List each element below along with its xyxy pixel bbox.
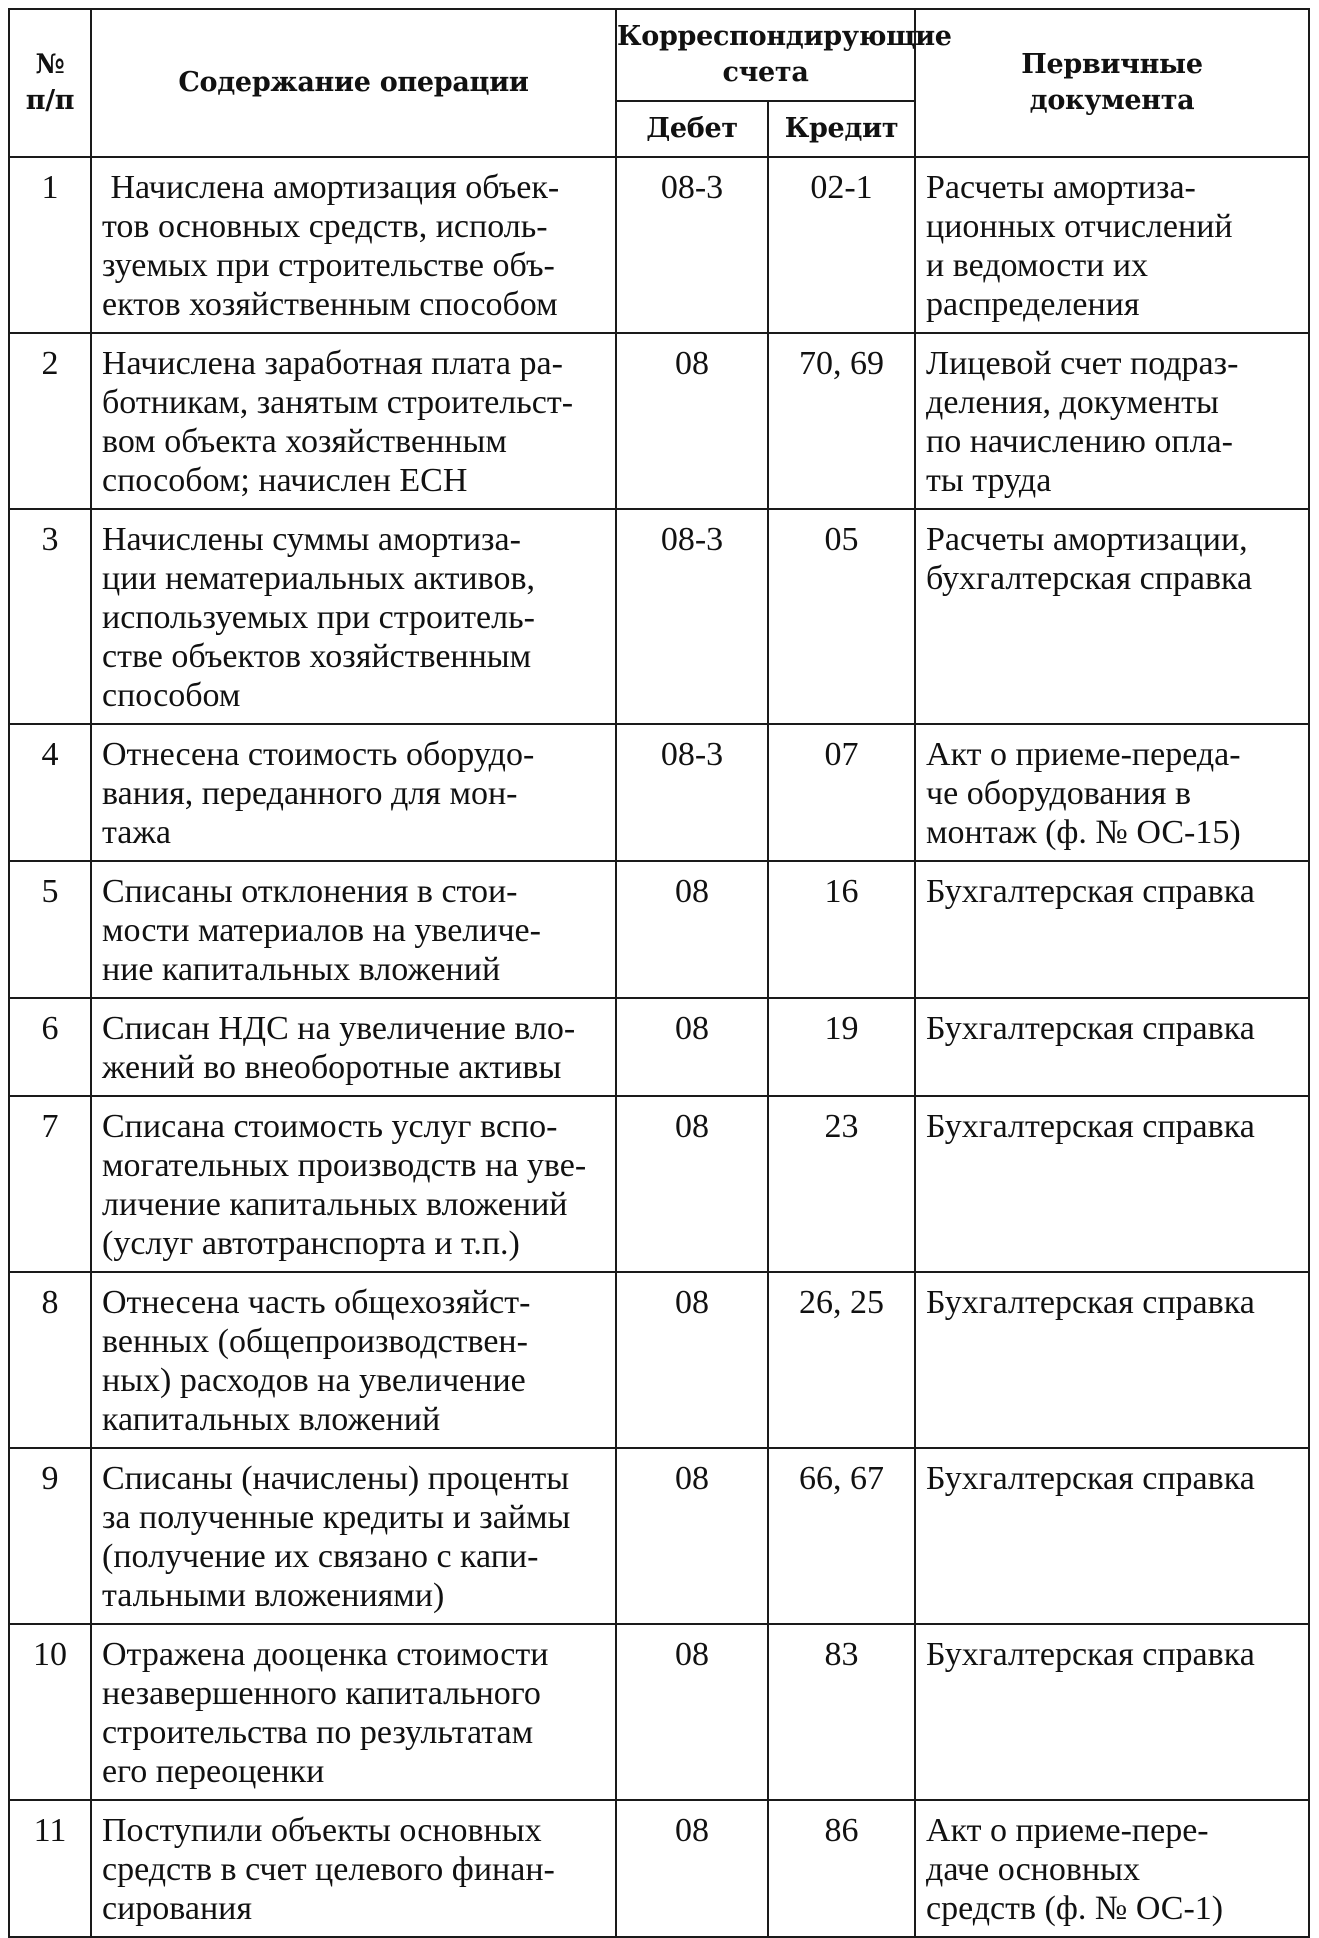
row-credit: 16 (768, 861, 915, 998)
row-debit: 08-3 (616, 157, 768, 333)
row-operation: Отнесена стоимость оборудо- вания, переданного для мон- тажа (91, 724, 616, 861)
row-number: 8 (9, 1272, 91, 1448)
table-header (9, 9, 1309, 157)
table-row (9, 1272, 1309, 1448)
table-row (9, 1800, 1309, 1937)
row-credit: 07 (768, 724, 915, 861)
row-operation: Начислена заработная плата ра- ботникам, занятым строительст- вом объекта хозяйственным способом; начислен ЕСН (91, 333, 616, 509)
table-row (9, 1448, 1309, 1624)
header-credit (768, 101, 915, 157)
row-document: Бухгалтерская справка (915, 1096, 1309, 1272)
header-debit-label: Дебет (646, 113, 738, 144)
row-credit: 26, 25 (768, 1272, 915, 1448)
row-debit: 08 (616, 1800, 768, 1937)
row-credit: 02-1 (768, 157, 915, 333)
header-number (9, 9, 91, 157)
row-credit: 05 (768, 509, 915, 724)
row-operation: Начислена амортизация объек- тов основных средств, исполь- зуемых при строительстве объ- ектов хозяйственным способом (91, 157, 616, 333)
row-number: 9 (9, 1448, 91, 1624)
row-credit: 66, 67 (768, 1448, 915, 1624)
table-row (9, 157, 1309, 333)
row-operation: Списан НДС на увеличение вло- жений во внеоборотные активы (91, 998, 616, 1096)
header-accounts-label: Корреспондирующие счета (617, 21, 952, 88)
row-debit: 08 (616, 333, 768, 509)
row-document: Лицевой счет подраз- деления, документы по начислению опла- ты труда (915, 333, 1309, 509)
accounting-entries-table (8, 8, 1310, 1938)
row-debit: 08 (616, 1448, 768, 1624)
row-number: 11 (9, 1800, 91, 1937)
row-number: 10 (9, 1624, 91, 1800)
row-credit: 19 (768, 998, 915, 1096)
table-row (9, 509, 1309, 724)
table-row (9, 724, 1309, 861)
row-credit: 86 (768, 1800, 915, 1937)
row-operation: Списаны (начислены) проценты за полученные кредиты и займы (получение их связано с капи- тальными вложениями) (91, 1448, 616, 1624)
row-debit: 08-3 (616, 509, 768, 724)
row-credit: 23 (768, 1096, 915, 1272)
row-document: Бухгалтерская справка (915, 998, 1309, 1096)
row-number: 3 (9, 509, 91, 724)
row-operation: Начислены суммы амортиза- ции нематериальных активов, используемых при строитель- стве объектов хозяйственным способом (91, 509, 616, 724)
header-operation-label: Содержание операции (178, 67, 529, 98)
row-document: Бухгалтерская справка (915, 1624, 1309, 1800)
table-row (9, 1096, 1309, 1272)
row-credit: 83 (768, 1624, 915, 1800)
row-debit: 08 (616, 1624, 768, 1800)
table-body (9, 157, 1309, 1937)
row-document: Расчеты амортизации, бухгалтерская справка (915, 509, 1309, 724)
row-document: Бухгалтерская справка (915, 1448, 1309, 1624)
row-credit: 70, 69 (768, 333, 915, 509)
row-number: 1 (9, 157, 91, 333)
row-operation: Списана стоимость услуг вспо- могательных производств на уве- личение капитальных вложений (услуг автотранспорта и т.п.) (91, 1096, 616, 1272)
row-document: Акт о приеме-переда- че оборудования в монтаж (ф. № ОС-15) (915, 724, 1309, 861)
row-debit: 08 (616, 861, 768, 998)
row-number: 2 (9, 333, 91, 509)
table-row (9, 998, 1309, 1096)
row-operation: Списаны отклонения в стои- мости материалов на увеличе- ние капитальных вложений (91, 861, 616, 998)
header-debit (616, 101, 768, 157)
table-row (9, 861, 1309, 998)
table-row (9, 1624, 1309, 1800)
row-document: Расчеты амортиза- ционных отчислений и ведомости их распределения (915, 157, 1309, 333)
row-number: 6 (9, 998, 91, 1096)
row-operation: Поступили объекты основных средств в счет целевого финан- сирования (91, 1800, 616, 1937)
row-operation: Отнесена часть общехозяйст- венных (общепроизводствен- ных) расходов на увеличение капитальных вложений (91, 1272, 616, 1448)
header-number-label: № п/п (25, 49, 75, 116)
row-debit: 08 (616, 998, 768, 1096)
row-document: Бухгалтерская справка (915, 861, 1309, 998)
row-document: Бухгалтерская справка (915, 1272, 1309, 1448)
row-debit: 08-3 (616, 724, 768, 861)
row-number: 5 (9, 861, 91, 998)
row-debit: 08 (616, 1272, 768, 1448)
row-number: 4 (9, 724, 91, 861)
header-documents-label: Первичные документа (1021, 49, 1203, 116)
row-document: Акт о приеме-пере- даче основных средств (ф. № ОС-1) (915, 1800, 1309, 1937)
row-operation: Отражена дооценка стоимости незавершенного капитального строительства по результатам его переоценки (91, 1624, 616, 1800)
header-credit-label: Кредит (784, 113, 899, 144)
header-accounts (616, 9, 952, 101)
row-debit: 08 (616, 1096, 768, 1272)
header-documents (915, 9, 1309, 157)
table-row (9, 333, 1309, 509)
header-operation (91, 9, 616, 157)
row-number: 7 (9, 1096, 91, 1272)
